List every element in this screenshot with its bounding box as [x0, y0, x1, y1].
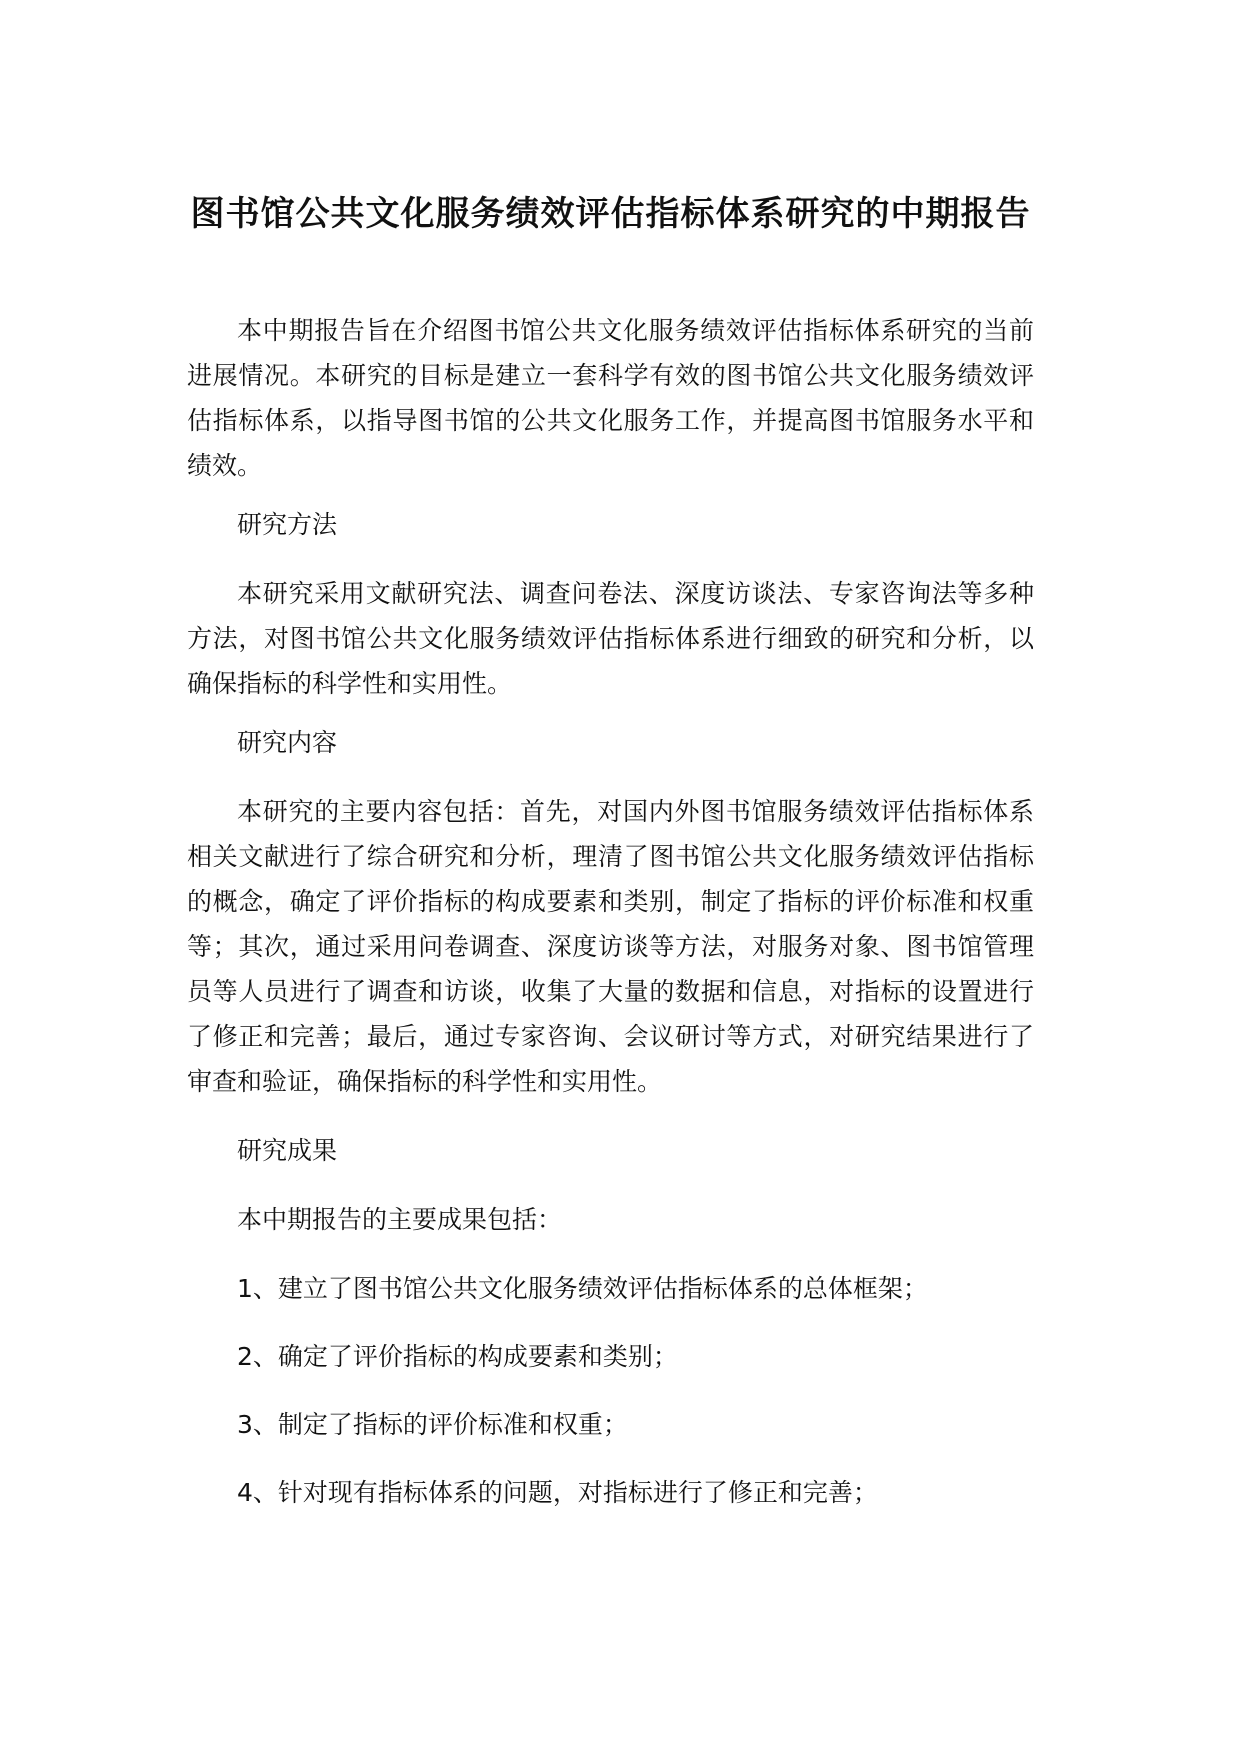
list-item: 4、针对现有指标体系的问题，对指标进行了修正和完善； [237, 1478, 878, 1507]
results-list [187, 1266, 1034, 1515]
list-item: 2、确定了评价指标的构成要素和类别； [237, 1342, 678, 1371]
section-heading-results: 研究成果 [237, 1136, 338, 1165]
document-title: 图书馆公共文化服务绩效评估指标体系研究的中期报告 [190, 194, 1031, 234]
section-text-methods: 本研究采用文献研究法、调查问卷法、深度访谈法、专家咨询法等多种方法，对图书馆公共文化服务绩效评估指标体系进行细致的研究和分析，以确保指标的科学性和实用性。 [187, 579, 1034, 698]
document-page [187, 0, 1034, 1538]
section-text-results: 本中期报告的主要成果包括： [237, 1205, 563, 1234]
section-heading-content: 研究内容 [237, 728, 338, 757]
section-heading-methods: 研究方法 [237, 510, 338, 539]
list-item: 3、制定了指标的评价标准和权重； [237, 1410, 628, 1439]
document-body [187, 308, 1034, 1515]
list-item: 1、建立了图书馆公共文化服务绩效评估指标体系的总体框架； [237, 1274, 928, 1303]
intro-paragraph: 本中期报告旨在介绍图书馆公共文化服务绩效评估指标体系研究的当前进展情况。本研究的目标是建立一套科学有效的图书馆公共文化服务绩效评估指标体系，以指导图书馆的公共文化服务工作，并提高图书馆服务水平和绩效。 [187, 316, 1034, 480]
section-text-content: 本研究的主要内容包括：首先，对国内外图书馆服务绩效评估指标体系相关文献进行了综合研究和分析，理清了图书馆公共文化服务绩效评估指标的概念，确定了评价指标的构成要素和类别，制定了指标的评价标准和权重等；其次，通过采用问卷调查、深度访谈等方法，对服务对象、图书馆管理员等人员进行了调查和访谈，收集了大量的数据和信息，对指标的设置进行了修正和完善；最后，通过专家咨询、会议研讨等方式，对研究结果进行了审查和验证，确保指标的科学性和实用性。 [187, 797, 1034, 1096]
